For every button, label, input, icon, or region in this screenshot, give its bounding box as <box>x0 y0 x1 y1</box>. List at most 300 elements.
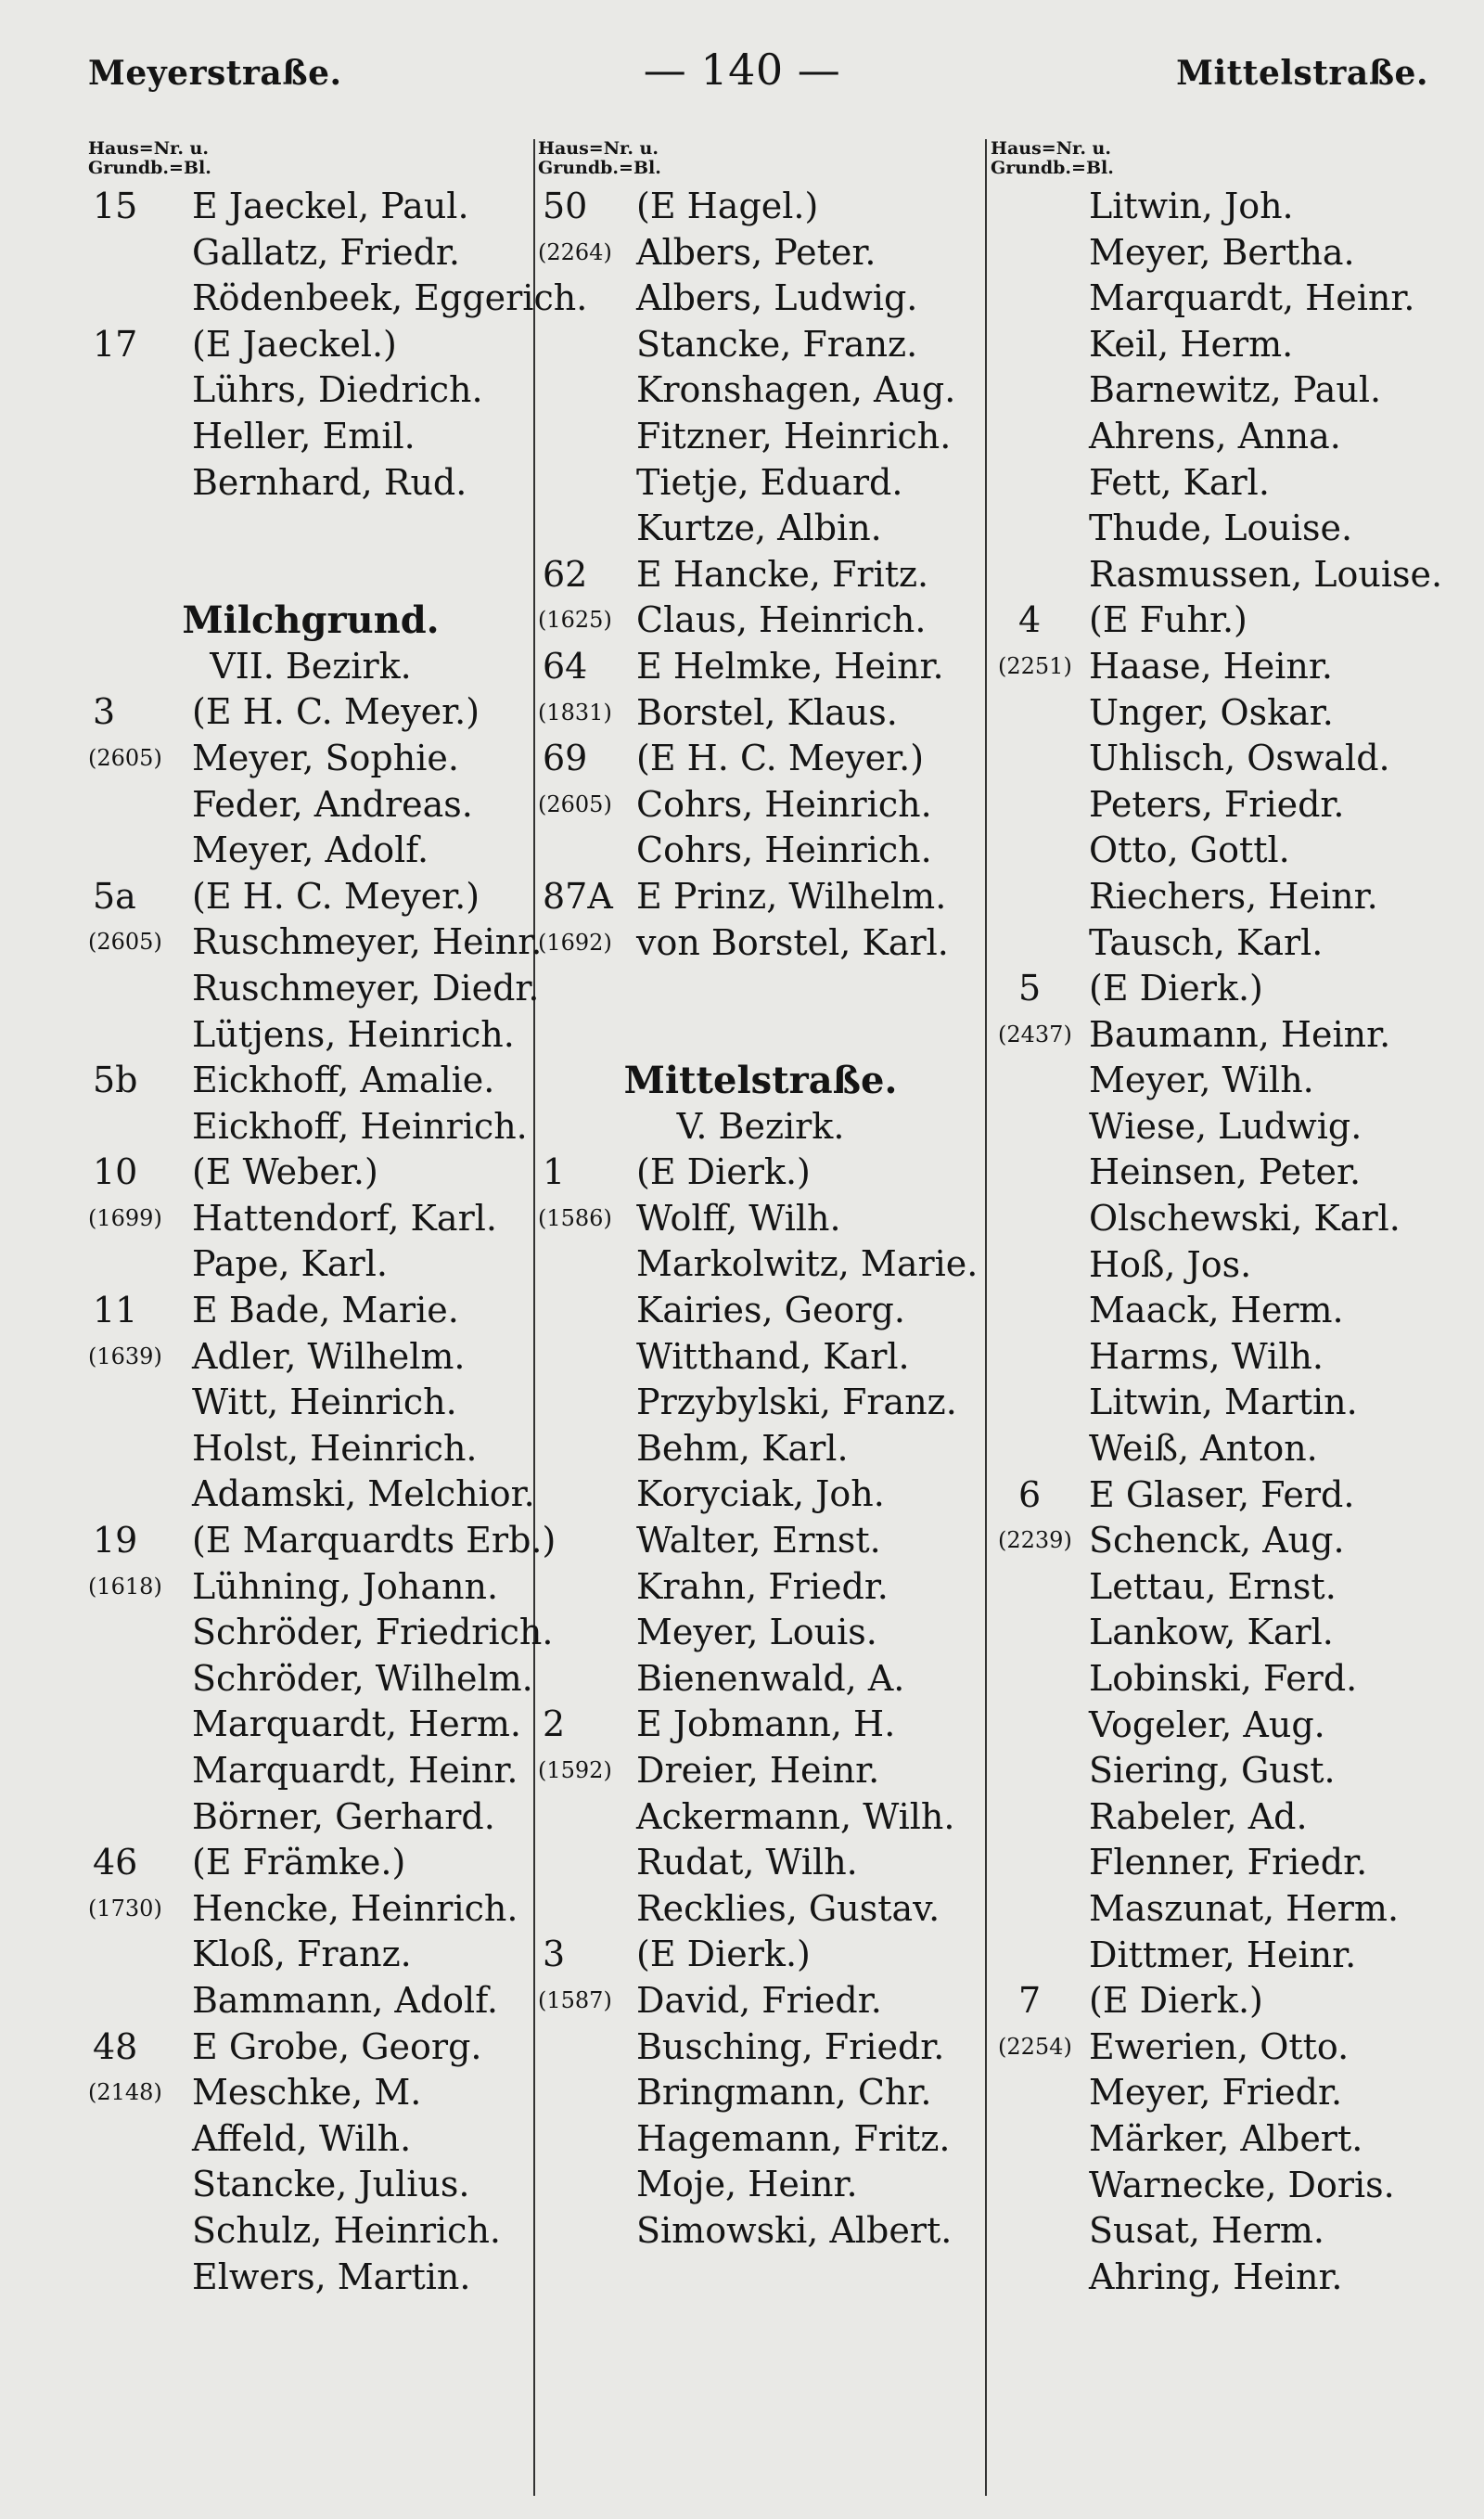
resident-name: Börner, Gerhard. <box>192 1795 495 1837</box>
directory-entry <box>88 966 540 1012</box>
resident-name: Märker, Albert. <box>1089 2117 1363 2159</box>
resident-name: Lühning, Johann. <box>192 1565 499 1607</box>
directory-entry <box>538 1656 983 1703</box>
resident-name: Ruschmeyer, Diedr. <box>192 967 540 1009</box>
directory-entry <box>991 1472 1436 1519</box>
street-heading <box>88 552 533 644</box>
directory-entry <box>88 1472 533 1518</box>
directory-entry <box>538 1472 983 1518</box>
resident-name: Stancke, Julius. <box>192 2164 470 2205</box>
directory-entry <box>88 1380 533 1426</box>
resident-name: (E Marquardts Erb.) <box>192 1520 556 1562</box>
directory-entry <box>538 1978 983 2024</box>
district-heading: VII. Bezirk. <box>210 645 412 687</box>
directory-entry <box>538 690 983 737</box>
directory-entry <box>88 2116 533 2163</box>
resident-name: Susat, Herm. <box>1089 2210 1324 2252</box>
directory-entry <box>991 460 1436 507</box>
resident-name: Heinsen, Peter. <box>1089 1151 1362 1193</box>
column-header-line1: Haus=Nr. u. <box>538 138 659 159</box>
resident-name: (E Weber.) <box>192 1151 378 1193</box>
directory-entry <box>991 828 1436 874</box>
directory-entry <box>88 414 533 460</box>
house-number: 46 <box>93 1842 138 1883</box>
resident-name: Cohrs, Heinrich. <box>636 783 932 825</box>
land-register-number: (1699) <box>88 1204 162 1231</box>
directory-entry <box>991 1656 1436 1703</box>
resident-name: Krahn, Friedr. <box>636 1565 889 1607</box>
column-divider <box>985 139 987 2496</box>
directory-entry <box>991 690 1436 737</box>
column-header-line1: Haus=Nr. u. <box>991 138 1111 159</box>
resident-name: Rödenbeek, Eggerich. <box>192 277 588 319</box>
directory-entry <box>991 414 1436 460</box>
directory-entry <box>538 1794 983 1841</box>
directory-entry <box>538 1150 983 1196</box>
directory-entry <box>538 2024 983 2071</box>
directory-entry <box>991 1610 1436 1656</box>
directory-entry <box>991 1748 1436 1794</box>
directory-entry <box>88 1932 533 1978</box>
house-number: 19 <box>93 1520 138 1562</box>
resident-name: Cohrs, Heinrich. <box>636 829 932 871</box>
directory-entry <box>538 322 983 368</box>
resident-name: (E Främke.) <box>192 1842 406 1883</box>
directory-entry <box>991 1380 1436 1426</box>
directory-entry <box>991 1104 1436 1150</box>
directory-entry <box>991 506 1436 552</box>
directory-entry <box>88 828 533 874</box>
resident-name: Dittmer, Heinr. <box>1089 1934 1357 1975</box>
directory-entry <box>88 1196 533 1242</box>
directory-entry <box>538 506 983 552</box>
land-register-number: (2239) <box>998 1527 1072 1554</box>
directory-entry <box>538 552 983 598</box>
directory-entry <box>991 230 1436 276</box>
column-header <box>88 139 533 184</box>
resident-name: Maack, Herm. <box>1089 1290 1344 1331</box>
resident-name: Ewerien, Otto. <box>1089 2025 1350 2067</box>
land-register-number: (1618) <box>88 1573 162 1600</box>
resident-name: Busching, Friedr. <box>636 2025 945 2067</box>
house-number: 2 <box>543 1703 566 1745</box>
resident-name: Schröder, Friedrich. <box>192 1612 554 1653</box>
resident-name: Lettau, Ernst. <box>1089 1565 1337 1607</box>
house-number: 7 <box>1018 1980 1042 2022</box>
resident-name: Eickhoff, Heinrich. <box>192 1105 528 1147</box>
land-register-number: (1692) <box>538 929 612 956</box>
directory-entry <box>88 782 533 829</box>
directory-entry <box>88 2024 533 2071</box>
directory-entry <box>991 1933 1436 1979</box>
directory-entry <box>538 644 983 690</box>
resident-name: Albers, Peter. <box>636 231 876 273</box>
directory-entry <box>538 1886 983 1933</box>
directory-entry <box>88 1794 533 1841</box>
resident-name: E Bade, Marie. <box>192 1290 459 1331</box>
resident-name: Dreier, Heinr. <box>636 1750 880 1791</box>
resident-name: Bammann, Adolf. <box>192 1979 498 2021</box>
resident-name: Gallatz, Friedr. <box>192 231 460 273</box>
directory-entry <box>991 1058 1436 1104</box>
directory-entry <box>538 2070 983 2116</box>
house-number: 4 <box>1018 599 1042 641</box>
resident-name: Koryciak, Joh. <box>636 1473 885 1515</box>
resident-name: E Helmke, Heinr. <box>636 645 944 687</box>
directory-entry <box>88 919 543 966</box>
house-number: 69 <box>543 738 588 779</box>
column-divider <box>533 139 535 2496</box>
directory-entry <box>538 276 983 322</box>
directory-entry <box>991 782 1436 829</box>
directory-entry <box>88 1288 533 1334</box>
directory-entry <box>88 1840 533 1886</box>
resident-name: (E Dierk.) <box>1089 968 1263 1009</box>
directory-entry <box>538 2116 983 2163</box>
directory-entry <box>991 1334 1436 1381</box>
directory-entry <box>538 184 983 230</box>
directory-entry <box>538 460 983 507</box>
resident-name: Walter, Ernst. <box>636 1520 881 1562</box>
resident-name: Borstel, Klaus. <box>636 691 898 733</box>
resident-name: Ackermann, Wilh. <box>636 1795 955 1837</box>
spacer <box>538 966 983 1012</box>
land-register-number: (1625) <box>538 607 612 634</box>
resident-name: Kloß, Franz. <box>192 1934 412 1975</box>
resident-name: Baumann, Heinr. <box>1089 1013 1391 1055</box>
resident-name: Harms, Wilh. <box>1089 1335 1324 1377</box>
resident-name: Lobinski, Ferd. <box>1089 1658 1358 1699</box>
resident-name: Peters, Friedr. <box>1089 783 1345 825</box>
resident-name: Meyer, Wilh. <box>1089 1060 1314 1101</box>
resident-name: Uhlisch, Oswald. <box>1089 738 1390 779</box>
resident-name: Hagemann, Fritz. <box>636 2117 951 2159</box>
column-header-line2: Grundb.=Bl. <box>88 158 211 178</box>
resident-name: Hencke, Heinrich. <box>192 1887 518 1929</box>
directory-entry <box>538 874 983 920</box>
directory-entry <box>88 1656 533 1703</box>
resident-name: Schenck, Aug. <box>1089 1520 1345 1562</box>
resident-name: David, Friedr. <box>636 1979 882 2021</box>
directory-entry <box>538 920 983 967</box>
resident-name: Heller, Emil. <box>192 415 416 456</box>
resident-name: Pape, Karl. <box>192 1243 388 1285</box>
resident-name: Keil, Herm. <box>1089 323 1294 365</box>
resident-name: Bernhard, Rud. <box>192 461 467 503</box>
resident-name: Marquardt, Herm. <box>192 1703 522 1745</box>
house-number: 17 <box>93 323 138 365</box>
directory-entry <box>88 1104 533 1150</box>
resident-name: Barnewitz, Paul. <box>1089 369 1382 411</box>
directory-entry <box>538 1564 983 1611</box>
resident-name: Olschewski, Karl. <box>1089 1198 1401 1240</box>
directory-entry <box>538 414 983 460</box>
directory-entry <box>88 874 533 920</box>
resident-name: Weiß, Anton. <box>1089 1428 1318 1470</box>
directory-entry <box>88 1150 533 1196</box>
resident-name: Thude, Louise. <box>1089 508 1353 549</box>
house-number: 5b <box>93 1060 138 1101</box>
house-number: 1 <box>543 1151 566 1193</box>
directory-entry <box>88 2070 533 2116</box>
house-number: 64 <box>543 645 588 687</box>
directory-entry <box>991 1840 1436 1886</box>
land-register-number: (1592) <box>538 1757 612 1783</box>
resident-name: Holst, Heinrich. <box>192 1427 478 1469</box>
land-register-number: (2254) <box>998 2033 1072 2060</box>
land-register-number: (1730) <box>88 1895 162 1921</box>
resident-name: Eickhoff, Amalie. <box>192 1060 495 1101</box>
directory-entry <box>991 1703 1436 1749</box>
column-header <box>538 139 983 184</box>
resident-name: Marquardt, Heinr. <box>1089 277 1415 319</box>
resident-name: Rabeler, Ad. <box>1089 1795 1308 1837</box>
directory-entry <box>538 1748 983 1794</box>
resident-name: Vogeler, Aug. <box>1089 1703 1325 1745</box>
resident-name: (E H. C. Meyer.) <box>636 738 925 779</box>
resident-name: von Borstel, Karl. <box>636 921 949 963</box>
house-number: 48 <box>93 2025 138 2067</box>
directory-entry <box>991 1196 1436 1242</box>
street-name: Milchgrund. <box>182 598 440 643</box>
directory-entry <box>991 367 1436 414</box>
land-register-number: (2264) <box>538 238 612 265</box>
resident-name: Lankow, Karl. <box>1089 1612 1334 1653</box>
directory-entry <box>88 460 533 507</box>
column-header-line1: Haus=Nr. u. <box>88 138 209 159</box>
resident-name: Maszunat, Herm. <box>1089 1887 1400 1929</box>
directory-entry <box>538 828 983 874</box>
directory-entry <box>991 598 1436 644</box>
resident-name: Tausch, Karl. <box>1089 921 1324 963</box>
directory-entry <box>991 2163 1436 2209</box>
resident-name: Hattendorf, Karl. <box>192 1197 497 1239</box>
resident-name: Fitzner, Heinrich. <box>636 415 952 456</box>
resident-name: Simowski, Albert. <box>636 2209 953 2251</box>
resident-name: Rudat, Wilh. <box>636 1842 858 1883</box>
resident-name: (E H. C. Meyer.) <box>192 691 480 733</box>
land-register-number: (2605) <box>88 744 162 771</box>
resident-name: Bienenwald, A. <box>636 1657 905 1699</box>
resident-name: Meschke, M. <box>192 2072 422 2114</box>
directory-entry <box>991 2208 1436 2255</box>
directory-entry <box>88 322 533 368</box>
resident-name: Lütjens, Heinrich. <box>192 1013 515 1055</box>
resident-name: Adamski, Melchior. <box>192 1473 535 1515</box>
land-register-number: (2605) <box>538 790 612 817</box>
directory-entry <box>88 1334 533 1381</box>
directory-entry <box>88 1426 533 1472</box>
resident-name: Behm, Karl. <box>636 1427 849 1469</box>
resident-name: Adler, Wilhelm. <box>192 1335 466 1377</box>
directory-entry <box>538 782 983 829</box>
resident-name: Stancke, Franz. <box>636 323 918 365</box>
resident-name: Fett, Karl. <box>1089 461 1270 503</box>
directory-entry <box>991 1564 1436 1611</box>
land-register-number: (1831) <box>538 699 612 726</box>
directory-entry <box>991 2024 1436 2071</box>
house-number: 3 <box>93 691 116 733</box>
directory-entry <box>88 1012 533 1059</box>
resident-name: Meyer, Friedr. <box>1089 2072 1343 2114</box>
resident-name: Markolwitz, Marie. <box>636 1243 979 1285</box>
directory-entry <box>991 2116 1436 2163</box>
resident-name: (E Fuhr.) <box>1089 599 1247 641</box>
directory-entry <box>538 1380 983 1426</box>
directory-entry <box>991 1518 1436 1564</box>
directory-entry <box>991 184 1436 230</box>
directory-entry <box>991 552 1443 598</box>
page-number: — 140 — <box>643 45 841 95</box>
resident-name: Marquardt, Heinr. <box>192 1750 518 1791</box>
directory-entry <box>538 1840 983 1886</box>
house-number: 50 <box>543 186 588 226</box>
directory-entry <box>991 1426 1436 1472</box>
resident-name: Schulz, Heinrich. <box>192 2209 502 2251</box>
land-register-number: (1587) <box>538 1986 612 2013</box>
directory-entry <box>88 184 533 230</box>
directory-entry <box>88 1978 533 2024</box>
directory-entry <box>538 1334 983 1381</box>
directory-entry <box>991 920 1436 967</box>
resident-name: Siering, Gust. <box>1089 1750 1336 1792</box>
directory-entry <box>991 2070 1436 2116</box>
land-register-number: (2437) <box>998 1021 1072 1047</box>
directory-column-3 <box>991 138 1443 2300</box>
resident-name: Meyer, Louis. <box>636 1612 877 1653</box>
directory-entry <box>88 230 533 276</box>
house-number: 6 <box>1018 1473 1042 1515</box>
directory-entry <box>991 1288 1436 1334</box>
resident-name: Feder, Andreas. <box>192 783 473 825</box>
resident-name: Hoß, Jos. <box>1089 1243 1252 1285</box>
resident-name: Witthand, Karl. <box>636 1335 910 1377</box>
district-heading: V. Bezirk. <box>676 1105 845 1147</box>
directory-entry <box>538 1932 983 1978</box>
resident-name: E Grobe, Georg. <box>192 2025 482 2067</box>
directory-entry <box>88 1058 533 1104</box>
directory-entry <box>538 230 983 276</box>
directory-entry <box>88 1702 533 1748</box>
directory-entry <box>538 1288 983 1334</box>
column-header-line2: Grundb.=Bl. <box>538 158 661 178</box>
resident-name: Litwin, Martin. <box>1089 1382 1358 1423</box>
land-register-number: (2251) <box>998 652 1072 679</box>
directory-entry <box>88 2208 533 2255</box>
street-heading <box>538 1012 983 1104</box>
directory-entry <box>88 736 533 782</box>
directory-entry <box>88 276 588 322</box>
directory-entry <box>538 1702 983 1748</box>
directory-entry <box>991 276 1436 322</box>
resident-name: Meyer, Bertha. <box>1089 231 1355 273</box>
directory-entry <box>991 966 1436 1012</box>
resident-name: (E H. C. Meyer.) <box>192 875 480 917</box>
resident-name: Claus, Heinrich. <box>636 599 927 641</box>
resident-name: Moje, Heinr. <box>636 2164 858 2205</box>
directory-entry <box>88 1518 556 1564</box>
directory-entry <box>88 2162 533 2208</box>
resident-name: Flenner, Friedr. <box>1089 1842 1368 1883</box>
directory-entry <box>991 1242 1436 1289</box>
column-header-line2: Grundb.=Bl. <box>991 158 1114 178</box>
resident-name: Rasmussen, Louise. <box>1089 553 1443 595</box>
directory-entry <box>538 367 983 414</box>
directory-entry <box>991 874 1436 920</box>
directory-column-2 <box>538 139 983 2255</box>
directory-entry <box>991 644 1436 690</box>
resident-name: Ruschmeyer, Heinr. <box>192 921 543 963</box>
resident-name: Lührs, Diedrich. <box>192 369 483 411</box>
resident-name: Unger, Oskar. <box>1089 691 1334 733</box>
directory-entry <box>538 736 983 782</box>
resident-name: Wiese, Ludwig. <box>1089 1105 1362 1147</box>
resident-name: E Jaeckel, Paul. <box>192 186 469 226</box>
directory-entry <box>88 689 533 736</box>
directory-entry <box>88 367 533 414</box>
resident-name: Schröder, Wilhelm. <box>192 1657 533 1699</box>
house-number: 3 <box>543 1934 566 1975</box>
resident-name: Otto, Gottl. <box>1089 829 1290 871</box>
directory-entry <box>991 2255 1436 2301</box>
resident-name: Meyer, Sophie. <box>192 737 459 778</box>
house-number: 11 <box>93 1290 138 1331</box>
resident-name: Kairies, Georg. <box>636 1290 905 1331</box>
header-street-left: Meyerstraße. <box>88 54 342 93</box>
column-header <box>991 139 1436 184</box>
house-number: 5 <box>1018 968 1042 1009</box>
house-number: 10 <box>93 1151 138 1193</box>
house-number: 5a <box>93 875 136 917</box>
house-number: 87A <box>543 875 613 917</box>
directory-entry <box>538 1518 983 1564</box>
spacer <box>88 506 533 552</box>
resident-name: E Glaser, Ferd. <box>1089 1473 1355 1515</box>
directory-entry <box>88 2255 533 2301</box>
street-name: Mittelstraße. <box>623 1059 898 1103</box>
land-register-number: (1586) <box>538 1204 612 1231</box>
directory-entry <box>538 2208 983 2255</box>
directory-entry <box>538 1426 983 1472</box>
resident-name: Kronshagen, Aug. <box>636 369 956 411</box>
directory-entry <box>538 1241 983 1288</box>
land-register-number: (2605) <box>88 929 162 956</box>
resident-name: Wolff, Wilh. <box>636 1197 841 1239</box>
resident-name: (E Hagel.) <box>636 186 819 226</box>
resident-name: Litwin, Joh. <box>1089 186 1294 226</box>
resident-name: Warnecke, Doris. <box>1089 2164 1395 2205</box>
resident-name: Ahring, Heinr. <box>1089 2256 1343 2297</box>
land-register-number: (2148) <box>88 2079 162 2106</box>
house-number: 15 <box>93 186 138 226</box>
resident-name: (E Dierk.) <box>636 1934 811 1975</box>
directory-entry <box>88 1610 554 1656</box>
directory-entry <box>538 598 983 644</box>
resident-name: Elwers, Martin. <box>192 2256 471 2297</box>
directory-entry <box>88 1748 533 1794</box>
resident-name: Affeld, Wilh. <box>192 2117 412 2159</box>
resident-name: Meyer, Adolf. <box>192 829 429 871</box>
resident-name: Przybylski, Franz. <box>636 1382 957 1423</box>
resident-name: (E Jaeckel.) <box>192 323 397 365</box>
directory-entry <box>991 322 1436 368</box>
directory-entry <box>538 2162 983 2208</box>
resident-name: Ahrens, Anna. <box>1089 415 1341 456</box>
resident-name: Albers, Ludwig. <box>636 277 918 319</box>
directory-entry <box>88 1241 533 1288</box>
resident-name: E Prinz, Wilhelm. <box>636 875 947 917</box>
resident-name: E Hancke, Fritz. <box>636 553 929 595</box>
